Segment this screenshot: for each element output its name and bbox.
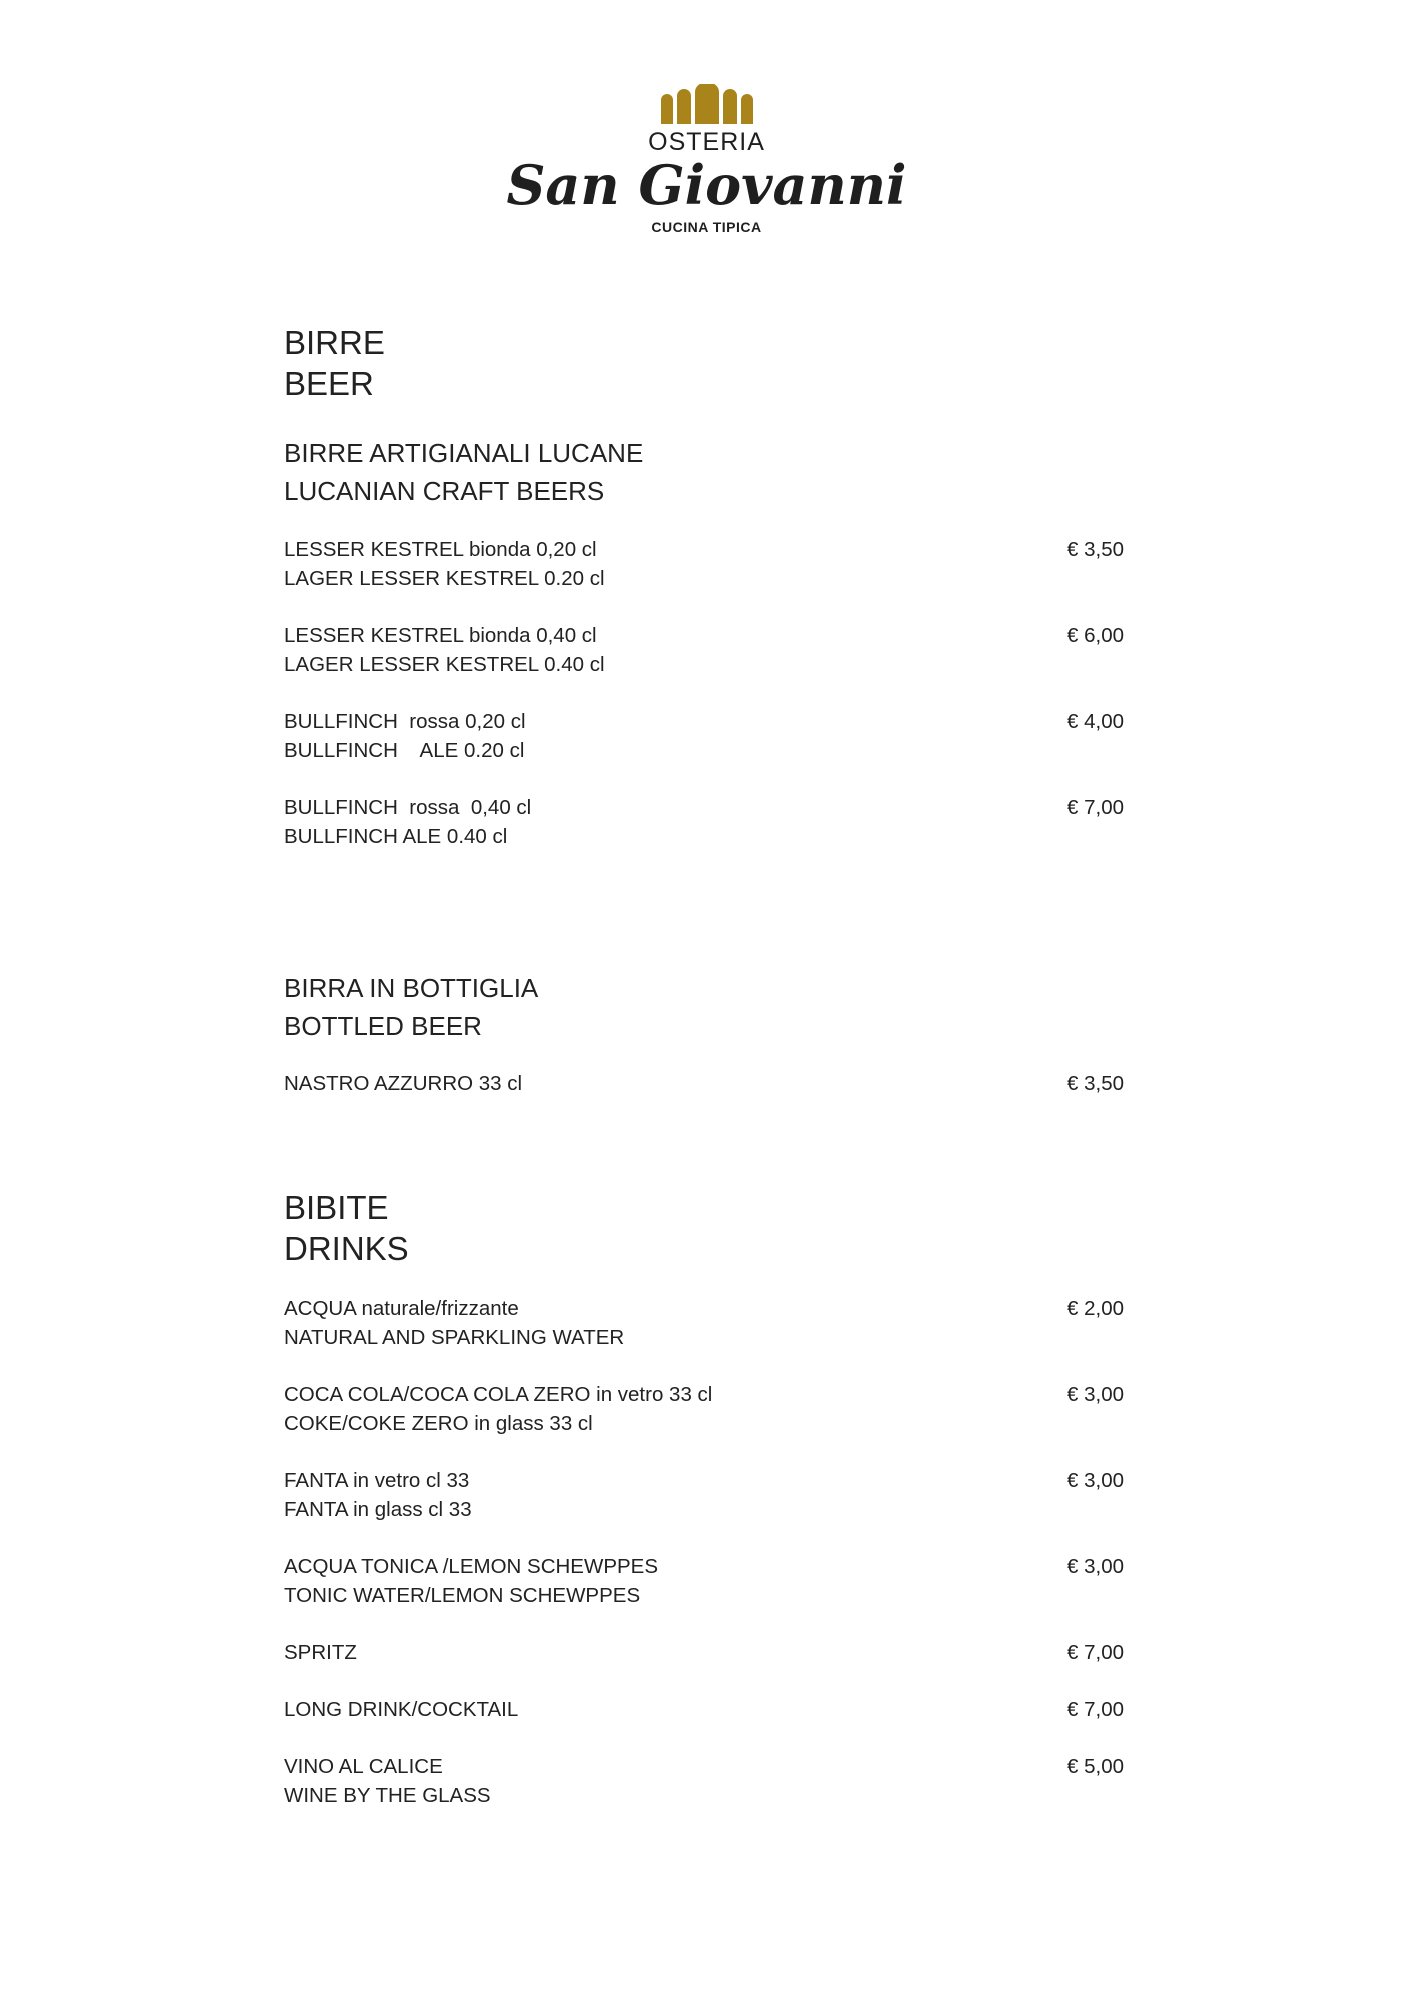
item-name-en: WINE BY THE GLASS (284, 1784, 491, 1807)
item-name-it: LESSER KESTREL bionda 0,40 cl (284, 624, 597, 647)
craft-beers-subtitle: BIRRE ARTIGIANALI LUCANE LUCANIAN CRAFT BEERS (284, 438, 644, 506)
item-name-it: NASTRO AZZURRO 33 cl (284, 1072, 523, 1095)
menu-item (284, 1752, 1124, 1810)
item-name-en: LAGER LESSER KESTREL 0.20 cl (284, 567, 605, 590)
item-price: € 7,00 (1067, 1698, 1124, 1721)
item-name-it: SPRITZ (284, 1641, 357, 1664)
menu-item (284, 1695, 1124, 1724)
item-price: € 4,00 (1067, 710, 1124, 733)
item-name-it: FANTA in vetro cl 33 (284, 1469, 470, 1492)
item-name-it: COCA COLA/COCA COLA ZERO in vetro 33 cl (284, 1383, 713, 1406)
restaurant-logo (0, 84, 1413, 235)
item-name-en: FANTA in glass cl 33 (284, 1498, 472, 1521)
menu-item (284, 1294, 1124, 1352)
item-name-it: VINO AL CALICE (284, 1755, 443, 1778)
item-price: € 3,00 (1067, 1383, 1124, 1406)
item-name-it: BULLFINCH rossa 0,40 cl (284, 796, 532, 819)
item-name-it: BULLFINCH rossa 0,20 cl (284, 710, 526, 733)
item-name-it: LESSER KESTREL bionda 0,20 cl (284, 538, 597, 561)
menu-item (284, 1466, 1124, 1524)
item-price: € 3,00 (1067, 1469, 1124, 1492)
item-price: € 2,00 (1067, 1297, 1124, 1320)
item-name-it: LONG DRINK/COCKTAIL (284, 1698, 519, 1721)
item-price: € 3,50 (1067, 1072, 1124, 1095)
item-price: € 5,00 (1067, 1755, 1124, 1778)
menu-item (284, 793, 1124, 851)
menu-item (284, 707, 1124, 765)
item-name-en: COKE/COKE ZERO in glass 33 cl (284, 1412, 593, 1435)
menu-item (284, 621, 1124, 679)
item-name-en: TONIC WATER/LEMON SCHEWPPES (284, 1584, 641, 1607)
brand-script-name: San Giovanni (506, 153, 907, 217)
item-name-en: LAGER LESSER KESTREL 0.40 cl (284, 653, 605, 676)
item-name-en: BULLFINCH ALE 0.40 cl (284, 825, 508, 848)
item-name-it: ACQUA naturale/frizzante (284, 1297, 519, 1320)
drinks-section-title: BIBITE DRINKS (284, 1189, 409, 1267)
menu-item (284, 1069, 1124, 1098)
menu-item (284, 1638, 1124, 1667)
item-price: € 3,50 (1067, 538, 1124, 561)
arches-logo-icon (659, 84, 755, 124)
item-price: € 3,00 (1067, 1555, 1124, 1578)
brand-top-text: OSTERIA (648, 128, 765, 156)
item-price: € 7,00 (1067, 796, 1124, 819)
item-name-en: BULLFINCH ALE 0.20 cl (284, 739, 525, 762)
item-price: € 6,00 (1067, 624, 1124, 647)
item-name-it: ACQUA TONICA /LEMON SCHEWPPES (284, 1555, 659, 1578)
beer-section-title: BIRRE BEER (284, 324, 385, 402)
bottled-beer-subtitle: BIRRA IN BOTTIGLIA BOTTLED BEER (284, 973, 539, 1041)
menu-item (284, 535, 1124, 593)
menu-item (284, 1380, 1124, 1438)
brand-tagline: CUCINA TIPICA (651, 219, 762, 235)
item-price: € 7,00 (1067, 1641, 1124, 1664)
item-name-en: NATURAL AND SPARKLING WATER (284, 1326, 625, 1349)
menu-item (284, 1552, 1124, 1610)
